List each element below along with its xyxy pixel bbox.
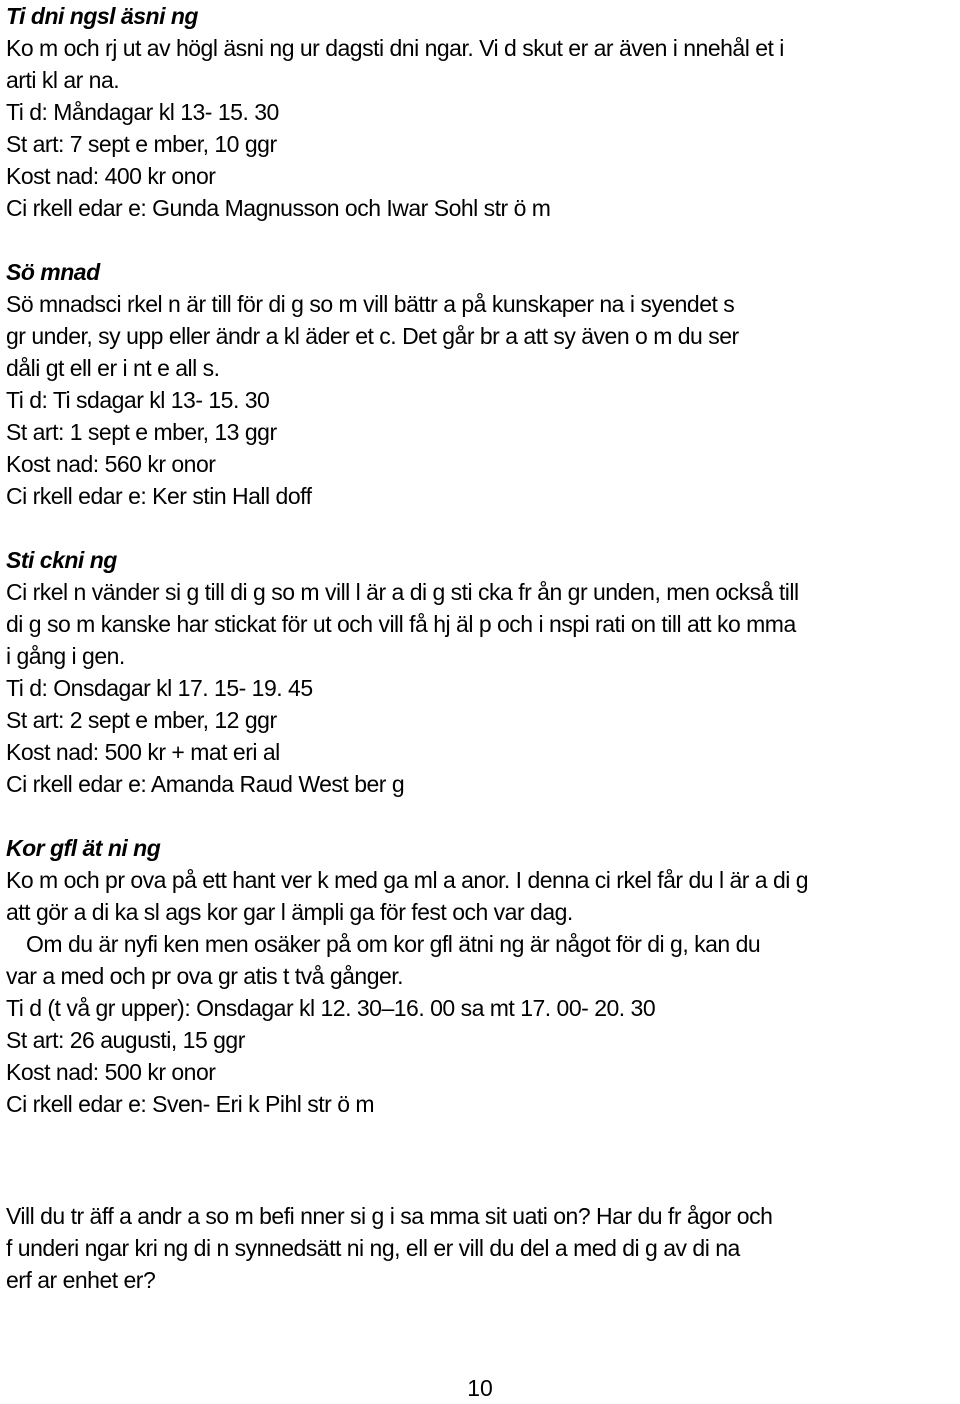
section-heading: Ti dni ngsl äsni ng <box>6 3 198 29</box>
course-leader: Ci rkell edar e: Amanda Raud West ber g <box>6 771 405 797</box>
section-korgflatning <box>6 832 954 1120</box>
section-heading: Kor gfl ät ni ng <box>6 835 161 861</box>
course-start: St art: 1 sept e mber, 13 ggr <box>6 419 277 445</box>
section-description-line: di g so m kanske har stickat för ut och vill få hj äl p och i nspi rati on till att ko mma <box>6 611 796 637</box>
section-description-line: arti kl ar na. <box>6 67 120 93</box>
course-start: St art: 2 sept e mber, 12 ggr <box>6 707 277 733</box>
section-description-line: att gör a di ka sl ags kor gar l ämpli ga för fest och var dag. <box>6 899 573 925</box>
section-description-line: Ko m och rj ut av högl äsni ng ur dagsti dni ngar. Vi d skut er ar även i nnehål et i <box>6 35 784 61</box>
course-leader: Ci rkell edar e: Sven- Eri k Pihl str ö m <box>6 1091 375 1117</box>
section-description-line: Ko m och pr ova på ett hant ver k med ga ml a anor. I denna ci rkel får du l är a di g <box>6 867 809 893</box>
section-description-line: var a med och pr ova gr atis t två gånger. <box>6 963 404 989</box>
course-cost: Kost nad: 400 kr onor <box>6 163 216 189</box>
course-cost: Kost nad: 500 kr onor <box>6 1059 216 1085</box>
section-tidningslasning <box>6 0 954 224</box>
closing-paragraph-line: Vill du tr äff a andr a so m befi nner si g i sa mma sit uati on? Har du fr ågor och <box>6 1203 773 1229</box>
section-heading: Sö mnad <box>6 259 100 285</box>
section-description-line: Ci rkel n vänder si g till di g so m vill l är a di g sti cka fr ån gr unden, men också till <box>6 579 799 605</box>
course-time: Ti d: Ti sdagar kl 13- 15. 30 <box>6 387 270 413</box>
course-start: St art: 26 augusti, 15 ggr <box>6 1027 245 1053</box>
course-cost: Kost nad: 560 kr onor <box>6 451 216 477</box>
course-time: Ti d: Måndagar kl 13- 15. 30 <box>6 99 279 125</box>
section-description-line: Om du är nyfi ken men osäker på om kor gfl ätni ng är något för di g, kan du <box>26 931 761 957</box>
course-start: St art: 7 sept e mber, 10 ggr <box>6 131 277 157</box>
section-closing <box>6 1200 954 1296</box>
section-stickning <box>6 544 954 800</box>
section-description-line: i gång i gen. <box>6 643 125 669</box>
course-time: Ti d (t vå gr upper): Onsdagar kl 12. 30–16. 00 sa mt 17. 00- 20. 30 <box>6 995 656 1021</box>
spacer <box>6 1120 954 1200</box>
closing-paragraph-line: f underi ngar kri ng di n synnedsätt ni ng, ell er vill du del a med di g av di na <box>6 1235 740 1261</box>
closing-paragraph-line: erf ar enhet er? <box>6 1267 156 1293</box>
course-leader: Ci rkell edar e: Ker stin Hall doff <box>6 483 312 509</box>
document-page <box>6 0 954 1296</box>
section-heading: Sti ckni ng <box>6 547 117 573</box>
page-number: 10 <box>467 1375 493 1401</box>
section-description-line: Sö mnadsci rkel n är till för di g so m vill bättr a på kunskaper na i syendet s <box>6 291 735 317</box>
course-time: Ti d: Onsdagar kl 17. 15- 19. 45 <box>6 675 313 701</box>
spacer <box>6 800 954 832</box>
spacer <box>6 512 954 544</box>
course-leader: Ci rkell edar e: Gunda Magnusson och Iwar Sohl str ö m <box>6 195 551 221</box>
section-somnad <box>6 256 954 512</box>
section-description-line: dåli gt ell er i nt e all s. <box>6 355 220 381</box>
section-description-line: gr under, sy upp eller ändr a kl äder et c. Det går br a att sy även o m du ser <box>6 323 739 349</box>
course-cost: Kost nad: 500 kr + mat eri al <box>6 739 280 765</box>
spacer <box>6 224 954 256</box>
